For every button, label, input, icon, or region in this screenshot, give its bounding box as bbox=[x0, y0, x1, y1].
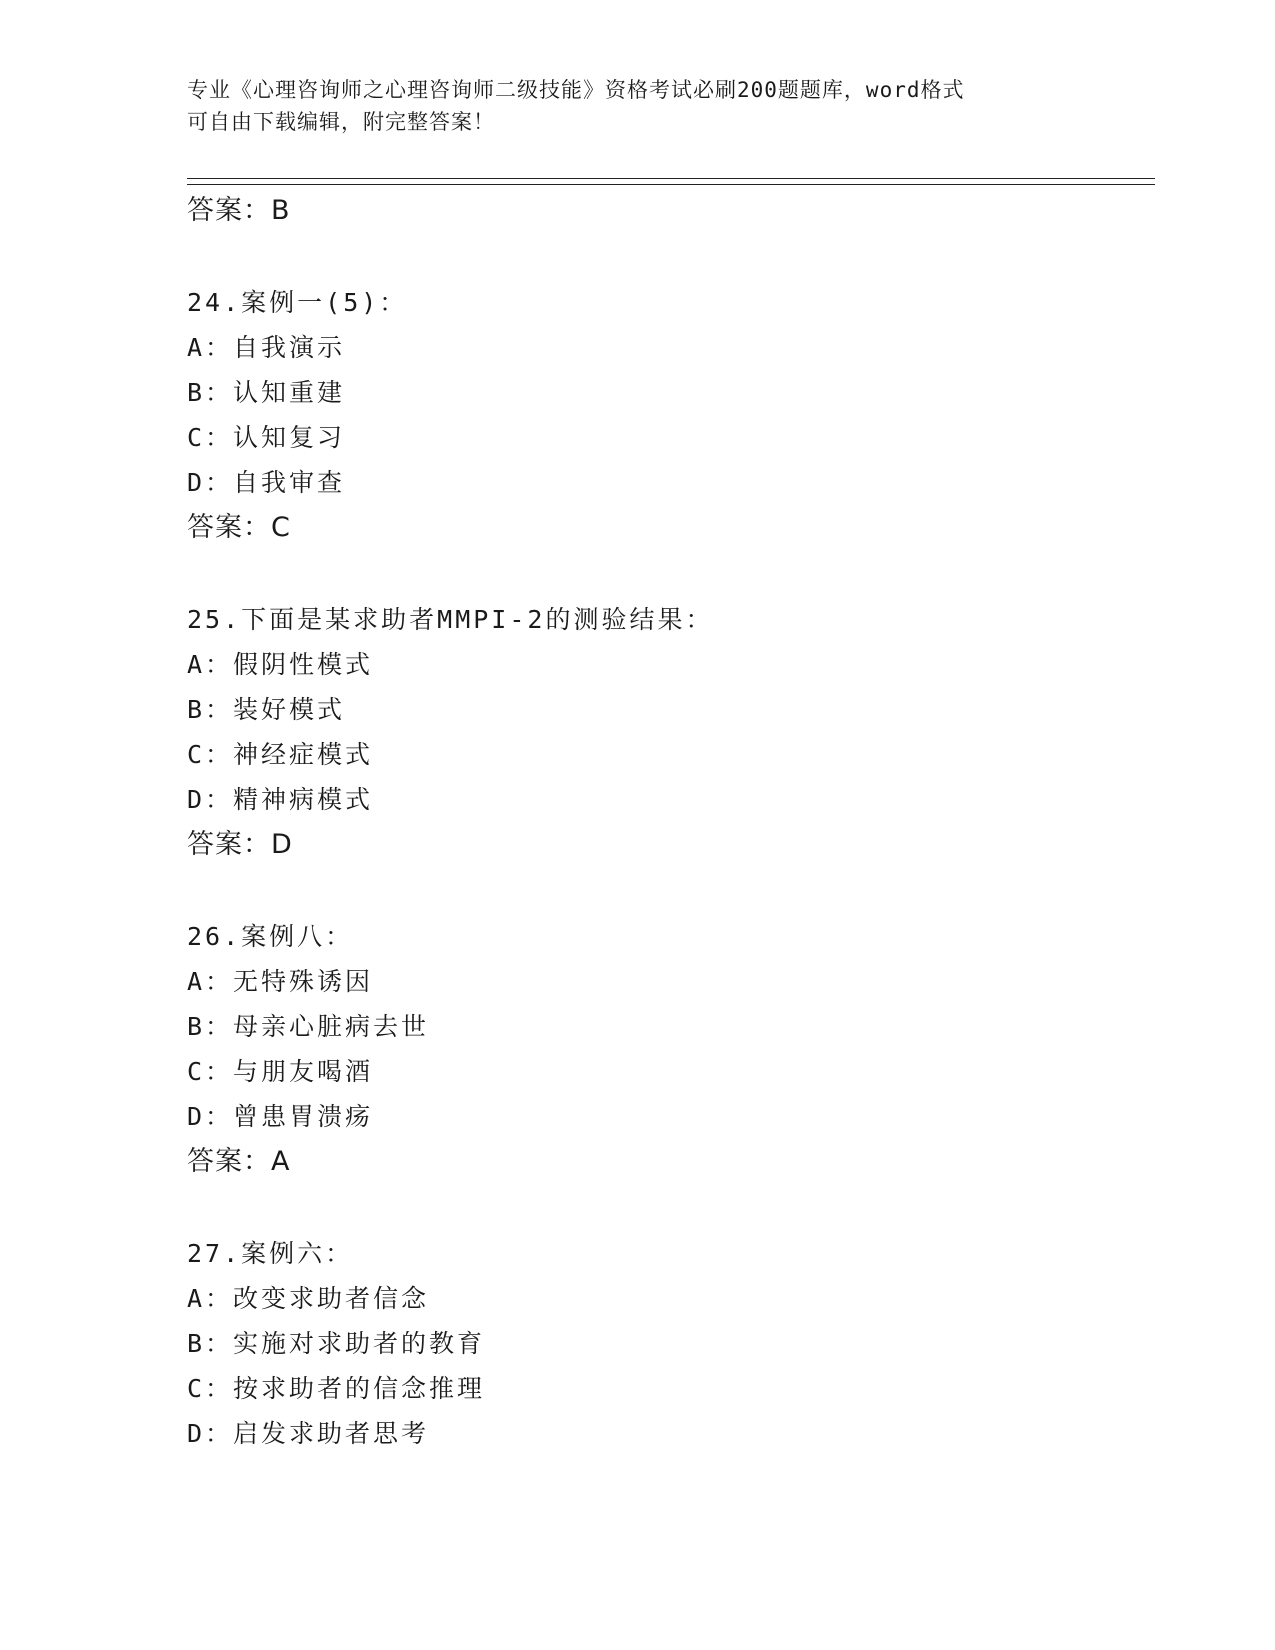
header-line-2: 可自由下载编辑，附完整答案！ bbox=[187, 110, 495, 134]
option-c: C：按求助者的信念推理 bbox=[187, 1374, 486, 1403]
option-d: D：曾患胃溃疡 bbox=[187, 1102, 374, 1131]
option-b: B：认知重建 bbox=[187, 378, 346, 407]
header-rule-top bbox=[187, 178, 1155, 179]
answer-line: 答案：B bbox=[187, 195, 291, 226]
question-title: 24.案例一(5)： bbox=[187, 288, 408, 317]
question-title: 26.案例八： bbox=[187, 922, 354, 951]
option-d: D：精神病模式 bbox=[187, 785, 374, 814]
option-a: A：无特殊诱因 bbox=[187, 967, 374, 996]
option-a: A：自我演示 bbox=[187, 333, 346, 362]
option-c: C：神经症模式 bbox=[187, 740, 374, 769]
answer-line: 答案：D bbox=[187, 829, 293, 860]
option-b: B：实施对求助者的教育 bbox=[187, 1329, 486, 1358]
answer-line: 答案：C bbox=[187, 512, 291, 543]
option-a: A：改变求助者信念 bbox=[187, 1284, 430, 1313]
answer-line: 答案：A bbox=[187, 1146, 291, 1177]
option-d: D：启发求助者思考 bbox=[187, 1419, 430, 1448]
option-b: B：母亲心脏病去世 bbox=[187, 1012, 430, 1041]
header-rule-bottom bbox=[187, 184, 1155, 185]
document-header bbox=[187, 74, 1087, 138]
option-a: A：假阴性模式 bbox=[187, 650, 374, 679]
option-c: C：与朋友喝酒 bbox=[187, 1057, 374, 1086]
option-b: B：装好模式 bbox=[187, 695, 346, 724]
question-title: 25.下面是某求助者MMPI-2的测验结果： bbox=[187, 605, 714, 634]
option-c: C：认知复习 bbox=[187, 423, 346, 452]
option-d: D：自我审查 bbox=[187, 468, 346, 497]
header-line-1: 专业《心理咨询师之心理咨询师二级技能》资格考试必刷200题题库，word格式 bbox=[187, 78, 965, 102]
question-title: 27.案例六： bbox=[187, 1239, 354, 1268]
